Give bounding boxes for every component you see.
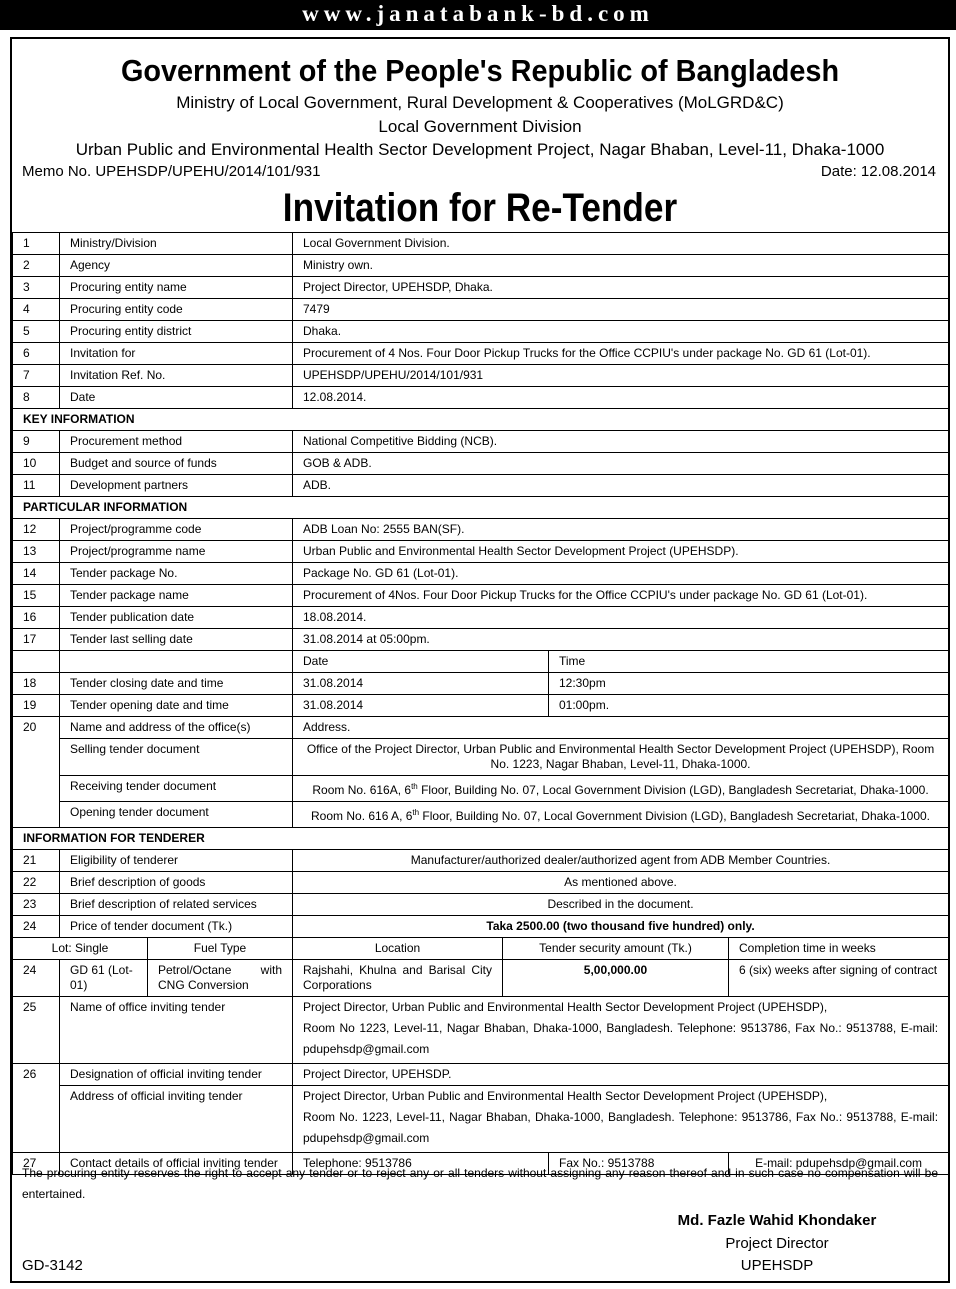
table-row — [13, 960, 949, 997]
selling-office-address: Office of the Project Director, Urban Public and Environmental Health Sector Development Project (UPEHSDP), Room No. 1223, Nagar Bhaban, Level-11, Dhaka-1000. — [293, 739, 949, 776]
row-label: Date — [60, 387, 293, 409]
row-label: Brief description of goods — [60, 872, 293, 894]
row-value: Urban Public and Environmental Health Sector Development Project (UPEHSDP). — [293, 541, 949, 563]
row-number: 15 — [13, 585, 60, 607]
table-row — [13, 872, 949, 894]
fuel-value: Petrol/Octane with CNG Conversion — [148, 960, 293, 997]
row-label: Tender closing date and time — [60, 673, 293, 695]
row-value: 12.08.2014. — [293, 387, 949, 409]
table-row — [13, 894, 949, 916]
row-number: 25 — [13, 997, 60, 1064]
row-number: 21 — [13, 850, 60, 872]
table-row — [13, 717, 949, 739]
row-number: 7 — [13, 365, 60, 387]
row-label: Name of office inviting tender — [60, 997, 293, 1064]
row-number: 1 — [13, 233, 60, 255]
row-value — [293, 1086, 949, 1153]
row-number: 16 — [13, 607, 60, 629]
website-banner: www.janatabank-bd.com — [0, 0, 956, 30]
row-label: Price of tender document (Tk.) — [60, 916, 293, 938]
table-row — [13, 739, 949, 776]
value-line: Room No. 1223, Level-11, Nagar Bhaban, Dhaka-1000, Bangladesh. Telephone: 9513786, Fax No.: 9513788, E-mail: pdupehsdp@gmail.com — [303, 1110, 939, 1145]
row-value: National Competitive Bidding (NCB). — [293, 431, 949, 453]
section-particular-information: PARTICULAR INFORMATION — [13, 497, 949, 519]
section-row — [13, 409, 949, 431]
fuel-header: Fuel Type — [148, 938, 293, 960]
table-row — [13, 563, 949, 585]
contact-email: E-mail: pdupehsdp@gmail.com — [729, 1153, 949, 1175]
address-text: Floor, Building No. 07, Local Government Division (LGD), Bangladesh Secretariat, Dhaka-1000. — [419, 809, 931, 823]
row-value: Manufacturer/authorized dealer/authorized agent from ADB Member Countries. — [293, 850, 949, 872]
section-key-information: KEY INFORMATION — [13, 409, 949, 431]
table-row — [13, 343, 949, 365]
table-row — [13, 541, 949, 563]
table-row — [13, 255, 949, 277]
row-value: Package No. GD 61 (Lot-01). — [293, 563, 949, 585]
signatory-name: Md. Fazle Wahid Khondaker — [677, 1212, 877, 1229]
opening-office-address — [293, 802, 949, 828]
row-label: Tender package name — [60, 585, 293, 607]
row-label: Address of official inviting tender — [60, 1086, 293, 1153]
row-value: Address. — [293, 717, 949, 739]
row-number: 2 — [13, 255, 60, 277]
tender-notice — [10, 37, 950, 1283]
row-number: 27 — [13, 1153, 60, 1175]
table-row — [13, 321, 949, 343]
row-date: 31.08.2014 — [293, 695, 549, 717]
row-time: 12:30pm — [549, 673, 949, 695]
row-label: Contact details of official inviting tender — [60, 1153, 293, 1175]
row-label: Name and address of the office(s) — [60, 717, 293, 739]
lot-header: Lot: Single — [13, 938, 148, 960]
row-value: Dhaka. — [293, 321, 949, 343]
value-line: Project Director, Urban Public and Environmental Health Sector Development Project (UPEHSDP), — [303, 1089, 828, 1103]
table-row — [13, 1086, 949, 1153]
row-label: Selling tender document — [60, 739, 293, 776]
row-number: 10 — [13, 453, 60, 475]
signatory-org: UPEHSDP — [740, 1257, 814, 1274]
row-number: 24 — [13, 960, 60, 997]
row-number: 24 — [13, 916, 60, 938]
row-value: 31.08.2014 at 05:00pm. — [293, 629, 949, 651]
row-label: Invitation for — [60, 343, 293, 365]
table-row — [13, 585, 949, 607]
table-row — [13, 651, 949, 673]
section-row — [13, 497, 949, 519]
signatory-title: Project Director — [725, 1235, 829, 1252]
table-row — [13, 938, 949, 960]
row-label: Tender last selling date — [60, 629, 293, 651]
row-number: 8 — [13, 387, 60, 409]
security-header: Tender security amount (Tk.) — [503, 938, 729, 960]
row-label: Project/programme code — [60, 519, 293, 541]
contact-fax: Fax No.: 9513788 — [549, 1153, 729, 1175]
table-row — [13, 365, 949, 387]
row-number: 22 — [13, 872, 60, 894]
table-row — [13, 629, 949, 651]
row-label: Procuring entity district — [60, 321, 293, 343]
table-row — [13, 607, 949, 629]
project-address: Urban Public and Environmental Health Sector Development Project, Nagar Bhaban, Level-11, Dhaka-1000 — [75, 140, 885, 159]
row-number: 23 — [13, 894, 60, 916]
row-number: 9 — [13, 431, 60, 453]
table-row — [13, 695, 949, 717]
row-label: Ministry/Division — [60, 233, 293, 255]
row-label: Receiving tender document — [60, 776, 293, 802]
table-row — [13, 233, 949, 255]
table-cell — [60, 651, 293, 673]
table-row — [13, 802, 949, 828]
row-number: 20 — [13, 717, 60, 828]
row-value: 7479 — [293, 299, 949, 321]
row-number: 4 — [13, 299, 60, 321]
completion-value: 6 (six) weeks after signing of contract — [729, 960, 949, 997]
table-row — [13, 453, 949, 475]
row-label: Development partners — [60, 475, 293, 497]
reference-code: GD-3142 — [22, 1257, 83, 1274]
division-name: Local Government Division — [378, 117, 582, 136]
table-row — [13, 776, 949, 802]
row-value: Procurement of 4Nos. Four Door Pickup Trucks for the Office CCPIU's under package No. GD 61 (Lot-01). — [293, 585, 949, 607]
table-row — [13, 916, 949, 938]
row-value: Project Director, UPEHSDP, Dhaka. — [293, 277, 949, 299]
row-number: 11 — [13, 475, 60, 497]
row-value: UPEHSDP/UPEHU/2014/101/931 — [293, 365, 949, 387]
row-time: 01:00pm. — [549, 695, 949, 717]
memo-date: Date: 12.08.2014 — [820, 163, 936, 180]
notice-title: Invitation for Re-Tender — [282, 186, 678, 230]
security-value: 5,00,000.00 — [503, 960, 729, 997]
row-number: 5 — [13, 321, 60, 343]
row-label: Procuring entity code — [60, 299, 293, 321]
table-row — [13, 431, 949, 453]
memo-number: Memo No. UPEHSDP/UPEHU/2014/101/931 — [22, 163, 321, 180]
row-label: Procurement method — [60, 431, 293, 453]
table-cell — [13, 651, 60, 673]
row-number: 3 — [13, 277, 60, 299]
ordinal-suffix: th — [412, 808, 420, 817]
row-number: 18 — [13, 673, 60, 695]
row-value: As mentioned above. — [293, 872, 949, 894]
row-label: Brief description of related services — [60, 894, 293, 916]
date-header: Date — [293, 651, 549, 673]
section-row — [13, 828, 949, 850]
row-label: Agency — [60, 255, 293, 277]
row-label: Tender publication date — [60, 607, 293, 629]
row-number: 6 — [13, 343, 60, 365]
row-number: 14 — [13, 563, 60, 585]
row-label: Opening tender document — [60, 802, 293, 828]
row-label: Budget and source of funds — [60, 453, 293, 475]
table-row — [13, 997, 949, 1064]
completion-header: Completion time in weeks — [729, 938, 949, 960]
section-information-for-tenderer: INFORMATION FOR TENDERER — [13, 828, 949, 850]
lot-value: GD 61 (Lot-01) — [60, 960, 148, 997]
address-text: Room No. 616 A, 6 — [311, 809, 413, 823]
row-label: Procuring entity name — [60, 277, 293, 299]
value-line: Room No 1223, Level-11, Nagar Bhaban, Dhaka-1000, Bangladesh. Telephone: 9513786, Fax No.: 9513788, E-mail: pdupehsdp@gmail.com — [303, 1021, 939, 1056]
row-value: ADB Loan No: 2555 BAN(SF). — [293, 519, 949, 541]
row-number: 19 — [13, 695, 60, 717]
row-value: Project Director, UPEHSDP. — [293, 1064, 949, 1086]
row-label: Eligibility of tenderer — [60, 850, 293, 872]
row-value: Local Government Division. — [293, 233, 949, 255]
address-text: Floor, Building No. 07, Local Government Division (LGD), Bangladesh Secretariat, Dhaka-1000. — [417, 783, 929, 797]
value-line: Project Director, Urban Public and Environmental Health Sector Development Project (UPEHSDP), — [303, 1000, 828, 1014]
table-row — [13, 519, 949, 541]
row-value — [293, 997, 949, 1064]
receiving-office-address — [293, 776, 949, 802]
table-row — [13, 673, 949, 695]
table-row — [13, 387, 949, 409]
table-row — [13, 299, 949, 321]
table-row — [13, 475, 949, 497]
tender-table — [12, 232, 949, 1175]
row-label: Tender opening date and time — [60, 695, 293, 717]
table-row — [13, 277, 949, 299]
row-number: 13 — [13, 541, 60, 563]
ministry-name: Ministry of Local Government, Rural Development & Cooperatives (MoLGRD&C) — [176, 93, 784, 112]
table-row — [13, 1064, 949, 1086]
row-value: Procurement of 4 Nos. Four Door Pickup Trucks for the Office CCPIU's under package No. GD 61 (Lot-01). — [293, 343, 949, 365]
location-header: Location — [293, 938, 503, 960]
row-number: 12 — [13, 519, 60, 541]
row-value: 18.08.2014. — [293, 607, 949, 629]
row-value: GOB & ADB. — [293, 453, 949, 475]
location-value: Rajshahi, Khulna and Barisal City Corporations — [293, 960, 503, 997]
contact-phone: Telephone: 9513786 — [293, 1153, 549, 1175]
row-number: 17 — [13, 629, 60, 651]
row-value: ADB. — [293, 475, 949, 497]
time-header: Time — [549, 651, 949, 673]
ordinal-suffix: th — [411, 782, 418, 791]
footer-note: The procuring entity reserves the right to accept any tender or to reject any or all tenders without assigning any reason thereof and in such case no compensation will be entertained. — [22, 1166, 938, 1201]
row-value: Described in the document. — [293, 894, 949, 916]
row-label: Tender package No. — [60, 563, 293, 585]
row-label: Invitation Ref. No. — [60, 365, 293, 387]
row-label: Project/programme name — [60, 541, 293, 563]
row-label: Designation of official inviting tender — [60, 1064, 293, 1086]
address-text: Room No. 616A, 6 — [312, 783, 412, 797]
row-number: 26 — [13, 1064, 60, 1153]
row-value: Ministry own. — [293, 255, 949, 277]
table-row — [13, 850, 949, 872]
row-value: Taka 2500.00 (two thousand five hundred) only. — [293, 916, 949, 938]
row-date: 31.08.2014 — [293, 673, 549, 695]
government-title: Government of the People's Republic of Bangladesh — [120, 53, 840, 88]
